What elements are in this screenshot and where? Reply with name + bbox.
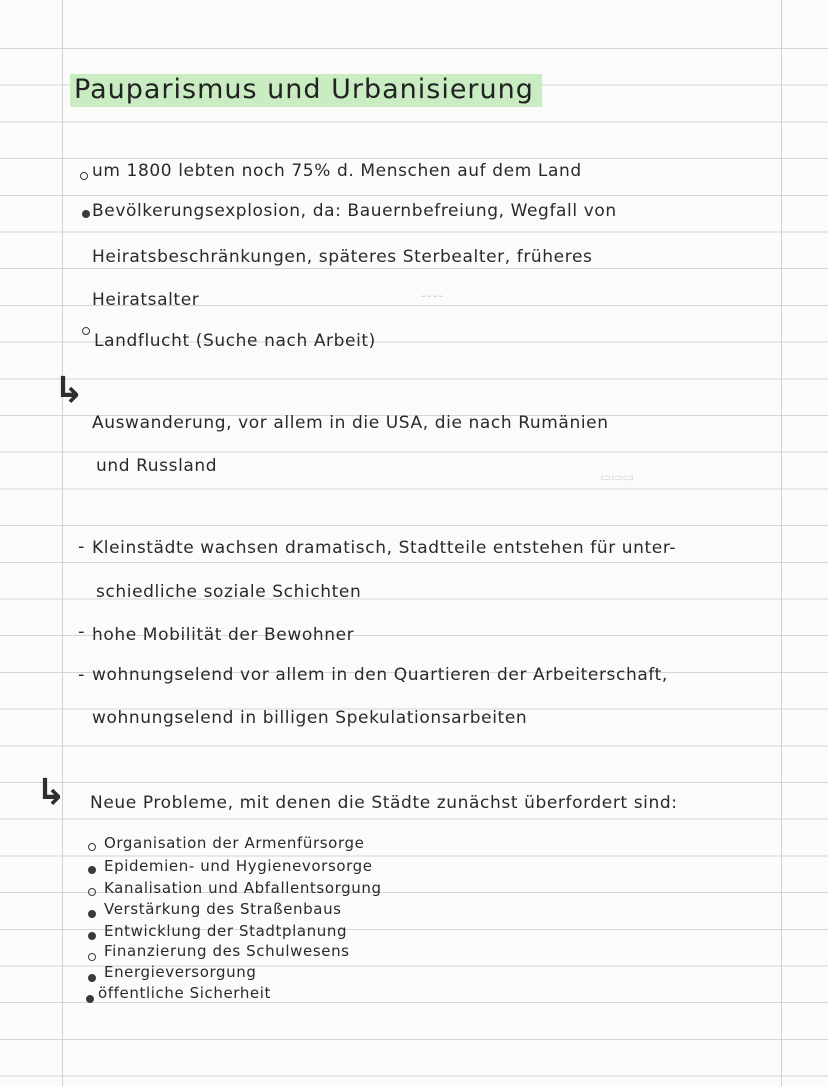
bullet-text: Bevölkerungsexplosion, da: Bauernbefreiung, Wegfall von: [92, 201, 617, 221]
bullet-text: Landflucht (Suche nach Arbeit): [94, 331, 376, 351]
bleed-through: ▭▭▭: [600, 470, 635, 484]
dash-marker: -: [78, 536, 85, 557]
bullet-dot: [88, 932, 96, 940]
problems-intro: Neue Probleme, mit denen die Städte zunächst überfordert sind:: [90, 793, 678, 813]
bullet-text: um 1800 lebten noch 75% d. Menschen auf dem Land: [92, 161, 582, 181]
bullet-dot: [88, 843, 96, 851]
dash-marker: -: [78, 664, 85, 685]
arrow-down-right-icon: ↳: [36, 772, 67, 813]
bullet-dot: [88, 953, 96, 961]
problem-item: Kanalisation und Abfallentsorgung: [104, 879, 382, 897]
left-margin-line: [62, 0, 63, 1086]
problem-item: Epidemien- und Hygienevorsorge: [104, 857, 373, 875]
bullet-dot: [88, 974, 96, 982]
emigration-text: Auswanderung, vor allem in die USA, die nach Rumänien: [92, 413, 609, 433]
problem-item: Entwicklung der Stadtplanung: [104, 922, 348, 940]
problem-item: Organisation der Armenfürsorge: [104, 834, 365, 852]
bullet-text-continued: Heiratsbeschränkungen, späteres Sterbealter, früheres: [92, 247, 593, 267]
problem-item: Finanzierung des Schulwesens: [104, 942, 350, 960]
page-title: Pauparismus und Urbanisierung: [70, 74, 542, 107]
bullet-dot: [88, 910, 96, 918]
bullet-dot: [88, 866, 96, 874]
problem-item: Verstärkung des Straßenbaus: [104, 900, 342, 918]
problem-item: öffentliche Sicherheit: [98, 984, 271, 1002]
problem-item: Energieversorgung: [104, 963, 257, 981]
bullet-dot: [88, 888, 96, 896]
emigration-text-continued: und Russland: [96, 456, 218, 476]
dash-item-text-continued: schiedliche soziale Schichten: [96, 582, 362, 602]
bullet-dot: [82, 210, 90, 218]
bullet-text-continued: Heiratsalter: [92, 290, 200, 310]
dash-item-text: Kleinstädte wachsen dramatisch, Stadtteile entstehen für unter-: [92, 538, 677, 558]
dash-item-text-continued: wohnungselend in billigen Spekulationsarbeiten: [92, 708, 528, 728]
bullet-dot: [86, 995, 94, 1003]
arrow-down-right-icon: ↳: [54, 370, 85, 411]
dash-item-text: hohe Mobilität der Bewohner: [92, 625, 355, 645]
dash-marker: -: [78, 621, 85, 642]
dash-item-text: wohnungselend vor allem in den Quartieren der Arbeiterschaft,: [92, 665, 668, 685]
bullet-dot: [82, 327, 90, 335]
right-margin-line: [781, 0, 782, 1086]
bleed-through: ⁃⁃⁃⁃: [420, 290, 444, 304]
bullet-dot: [80, 172, 88, 180]
